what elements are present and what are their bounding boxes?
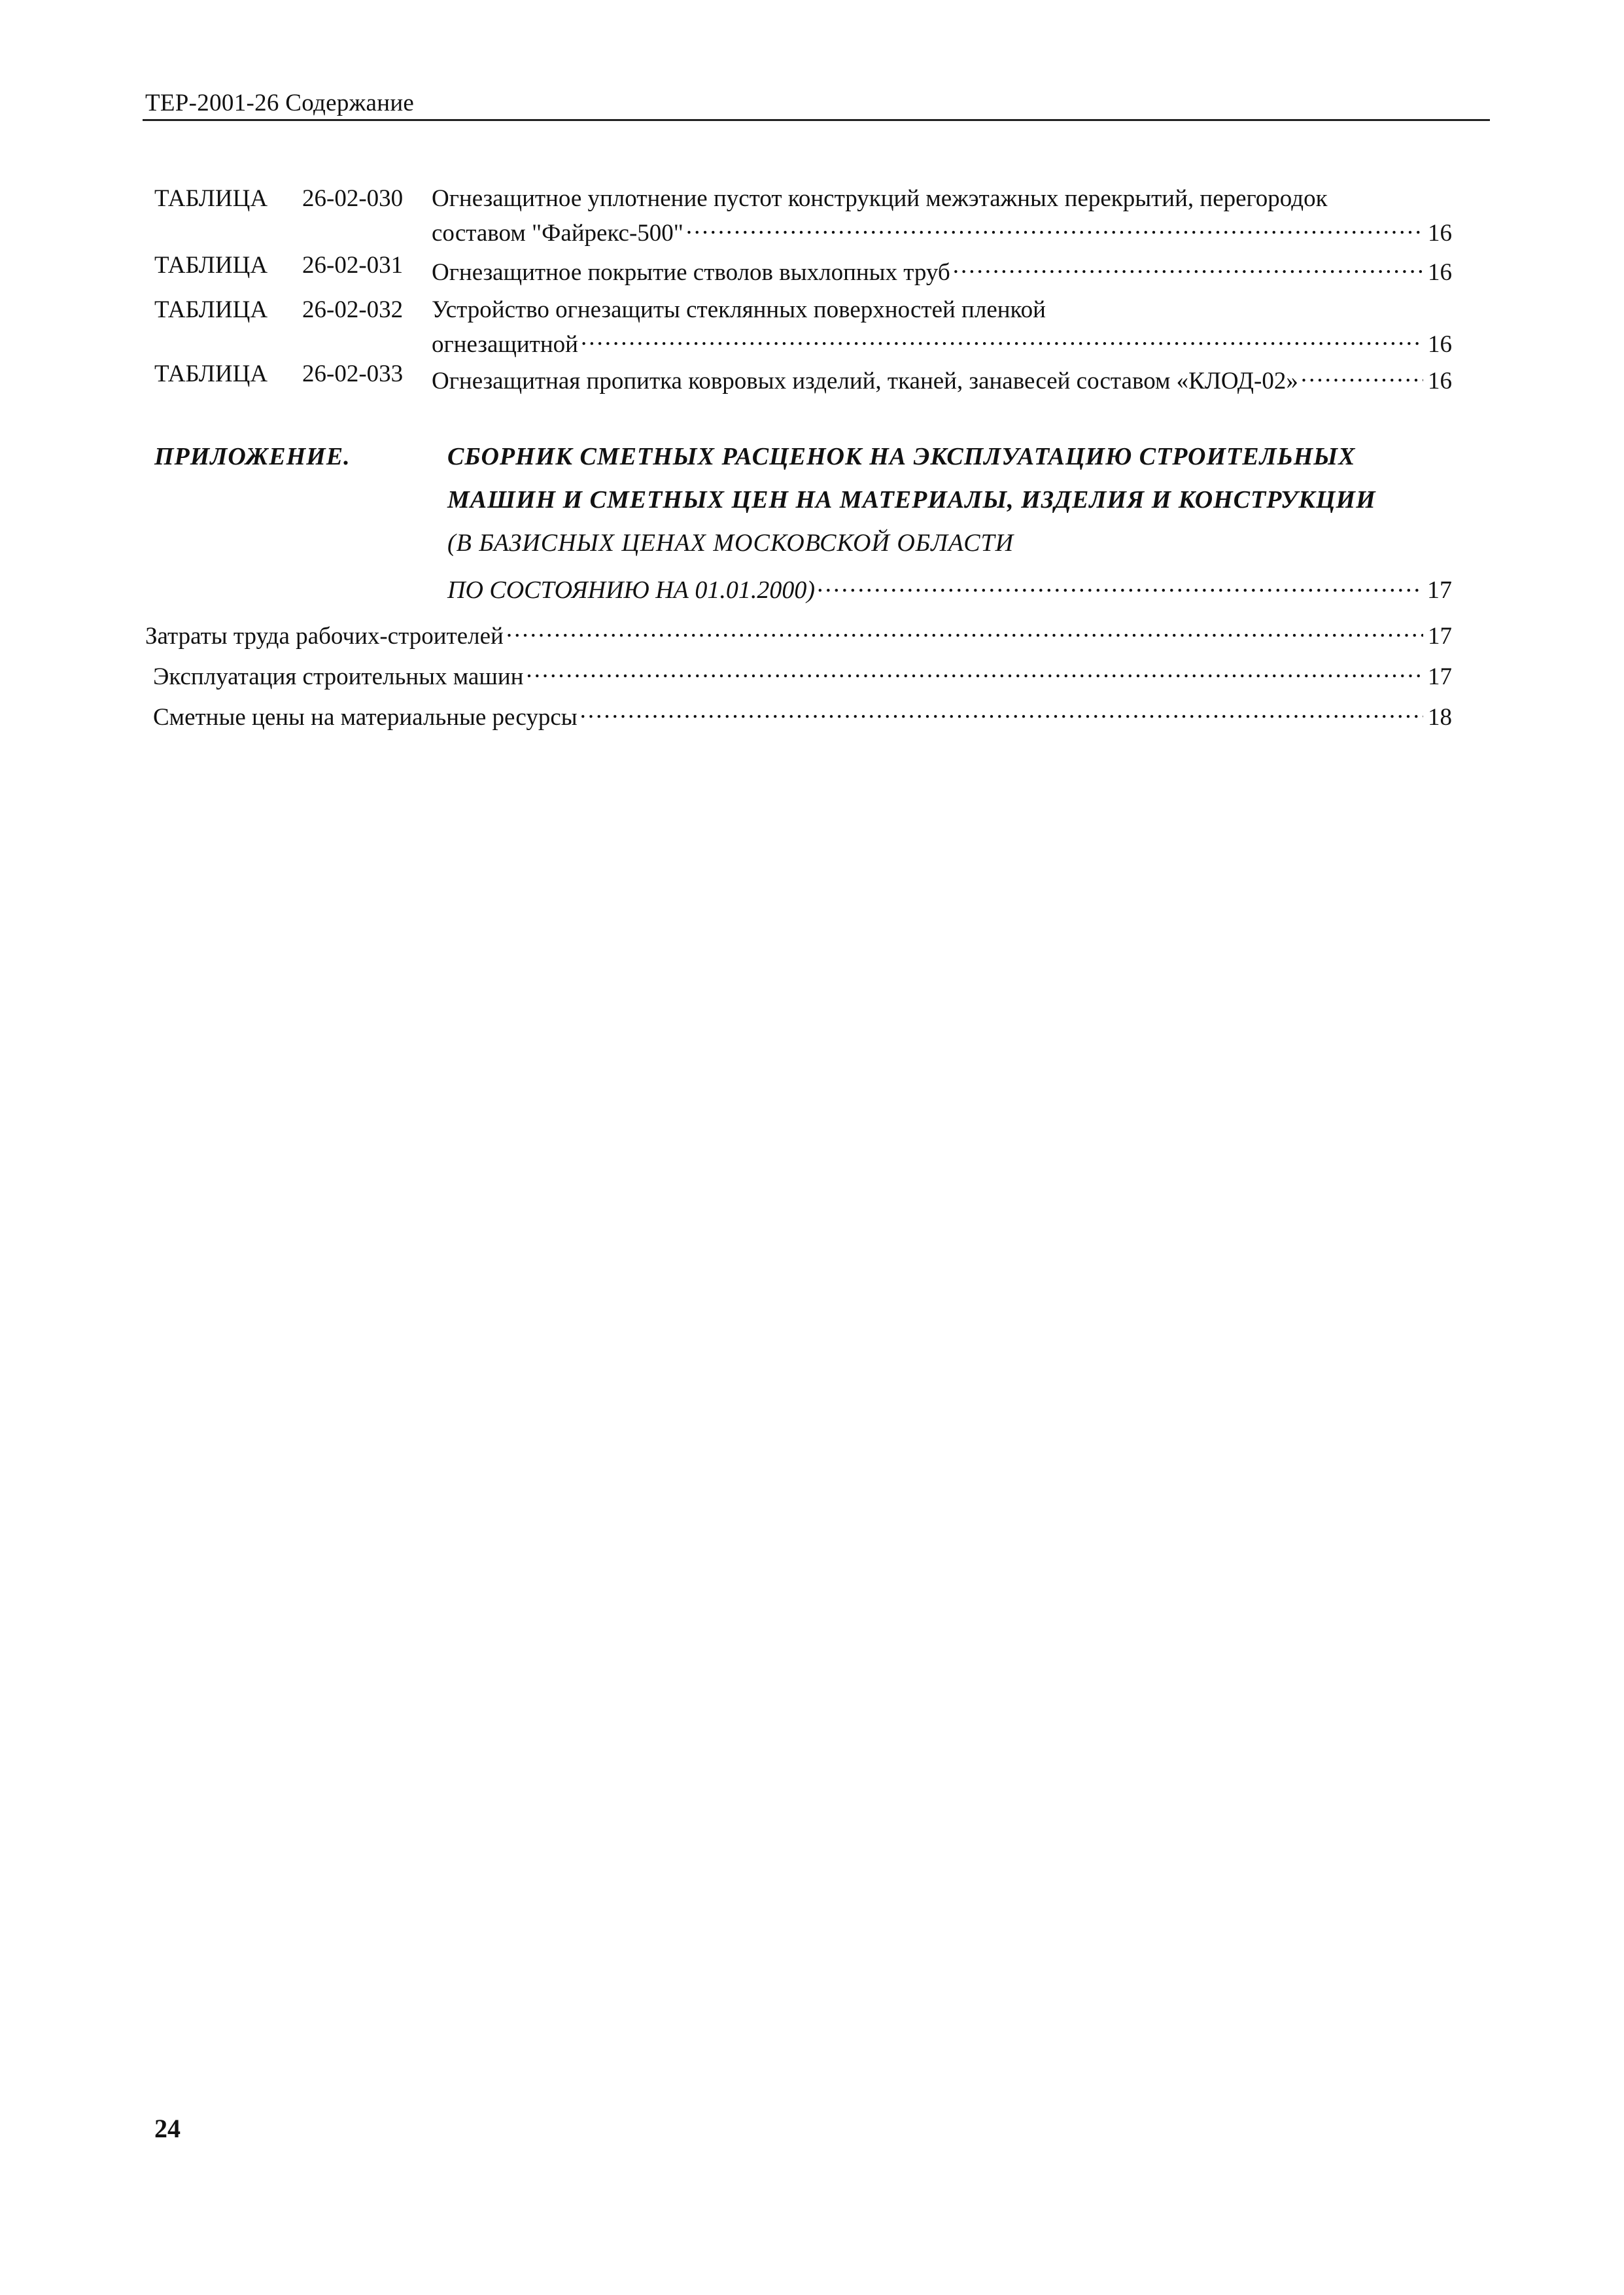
table-title-line2: огнезащитной bbox=[432, 331, 578, 358]
dot-leader bbox=[526, 656, 1423, 684]
table-code: 26-02-033 bbox=[302, 360, 404, 387]
dot-leader bbox=[580, 696, 1423, 725]
page-ref: 16 bbox=[1428, 259, 1452, 286]
section-title: Эксплуатация строительных машин bbox=[153, 663, 524, 690]
table-code: 26-02-031 bbox=[302, 252, 404, 279]
page-ref: 17 bbox=[1427, 576, 1452, 604]
dot-leader bbox=[581, 323, 1423, 352]
appendix-label: ПРИЛОЖЕНИЕ. bbox=[154, 443, 351, 470]
page-ref: 17 bbox=[1428, 623, 1452, 650]
section-title: Затраты труда рабочих-строителей bbox=[145, 623, 504, 650]
toc-entry-table-030-leader bbox=[432, 212, 1452, 248]
toc-entry-section-machines bbox=[153, 656, 1452, 692]
appendix-title-line2: МАШИН И СМЕТНЫХ ЦЕН НА МАТЕРИАЛЫ, ИЗДЕЛИЯ И КОНСТРУКЦИИ bbox=[447, 486, 1376, 514]
page-ref: 16 bbox=[1428, 220, 1452, 247]
dot-leader bbox=[506, 615, 1423, 644]
appendix-title-line1: СБОРНИК СМЕТНЫХ РАСЦЕНОК НА ЭКСПЛУАТАЦИЮ СТРОИТЕЛЬНЫХ bbox=[447, 443, 1356, 470]
table-label: ТАБЛИЦА bbox=[154, 360, 268, 387]
table-label: ТАБЛИЦА bbox=[154, 296, 268, 323]
table-code: 26-02-032 bbox=[302, 296, 404, 323]
dot-leader bbox=[818, 569, 1423, 598]
page-ref: 18 bbox=[1428, 704, 1452, 731]
section-title: Сметные цены на материальные ресурсы bbox=[153, 704, 578, 731]
page-ref: 17 bbox=[1428, 663, 1452, 690]
appendix-subtitle-line2: ПО СОСТОЯНИЮ НА 01.01.2000) bbox=[447, 576, 816, 604]
toc-entry-table-033-leader bbox=[432, 360, 1452, 396]
table-label: ТАБЛИЦА bbox=[154, 252, 268, 279]
page-number: 24 bbox=[154, 2114, 181, 2143]
table-title-line1: Огнезащитное уплотнение пустот конструкций межэтажных перекрытий, перегородок bbox=[432, 185, 1328, 212]
running-head: ТЕР-2001-26 Содержание bbox=[145, 90, 415, 116]
table-title-line1: Устройство огнезащиты стеклянных поверхностей пленкой bbox=[432, 296, 1046, 323]
appendix-subtitle-leader bbox=[447, 569, 1452, 604]
dot-leader bbox=[953, 251, 1423, 280]
dot-leader bbox=[1301, 360, 1423, 389]
toc-entry-section-materials bbox=[153, 696, 1452, 732]
table-title-line2: составом "Файрекс-500" bbox=[432, 220, 683, 247]
page-ref: 16 bbox=[1428, 331, 1452, 358]
dot-leader bbox=[686, 212, 1423, 241]
table-code: 26-02-030 bbox=[302, 185, 404, 212]
table-label: ТАБЛИЦА bbox=[154, 185, 268, 212]
toc-entry-section-labor bbox=[145, 615, 1452, 651]
toc-entry-table-032-leader bbox=[432, 323, 1452, 359]
page-ref: 16 bbox=[1428, 368, 1452, 394]
table-title-line1: Огнезащитная пропитка ковровых изделий, тканей, занавесей составом «КЛОД-02» bbox=[432, 368, 1298, 394]
header-rule bbox=[143, 119, 1490, 121]
toc-entry-table-031-leader bbox=[432, 251, 1452, 287]
table-title-line1: Огнезащитное покрытие стволов выхлопных труб bbox=[432, 259, 950, 286]
appendix-subtitle-line1: (В БАЗИСНЫХ ЦЕНАХ МОСКОВСКОЙ ОБЛАСТИ bbox=[447, 529, 1014, 557]
